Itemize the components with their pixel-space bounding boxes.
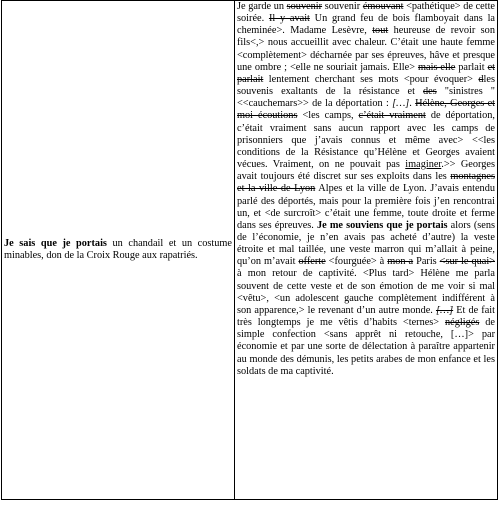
text-run: alors (sens de l’économie, je n’en avais pas acheté d’autre) la veste étroite et mal taillée, une veste marron qui m’allait à peine, qu’on m’avait [237, 219, 495, 268]
text-run: Un grand feu de bois flamboyait dans la cheminée>. Madame Lesèvre, [237, 13, 495, 37]
struck-text: des [423, 86, 437, 98]
struck-text: Il y avait [268, 13, 310, 25]
text-run: parlait [455, 61, 488, 73]
struck-text: […] [435, 304, 454, 316]
text-run: Paris [413, 256, 440, 268]
underlined-text: imaginer [405, 159, 442, 171]
text-run: […] [392, 98, 410, 110]
text-run: "sinistres " <<cauchemars>> de la déportation : [237, 86, 495, 110]
struck-text: Hélène, Georges et moi écoutions [237, 98, 495, 122]
struck-text: <sur le quai> [439, 256, 495, 268]
table-row [2, 1, 498, 500]
struck-text: montagnes et la ville de Lyon [237, 171, 495, 195]
text-run: Et de fait très longtemps je me vêtis d’habits <ternes> [237, 304, 495, 329]
text-run: de simple confection <sans apprêt ni retouche, […]> par économie et par une sorte de délectation à paraître appartenir au monde des démunis, les petits arabes de mon enfance et les soldats de ma captivité. [237, 317, 495, 377]
text-run: . [409, 98, 416, 110]
text-run: à mon retour de captivité. <Plus tard> Hélène me parla souvent de cette veste et de son émotion de me voir si mal <vêtu>, <un adolescent gauche complètement indifférent à son apparence,> le revenant d’un autre monde. [237, 268, 495, 316]
struck-text: tout [372, 25, 389, 37]
bold-text: Je me souviens que je portais [316, 219, 448, 231]
struck-text: mon a [387, 256, 414, 268]
struck-text: offerte [298, 256, 326, 268]
text-run: souvenir [322, 1, 363, 12]
text-run: <les camps, [297, 110, 359, 122]
struck-text: et parlait [237, 61, 495, 85]
left-cell [2, 1, 235, 500]
struck-text: émouvant [362, 1, 404, 12]
text-run: lentement cherchant ses mots <pour évoquer> [263, 73, 479, 85]
text-run: de déportation, c’était vraiment sans aucun rapport avec les camps de prisonniers que j’avais connus et même avec> <<les conditions de la Résistance qu’Hélène et Georges avaient vécues. Vraiment, on ne pouvait pas [237, 110, 495, 171]
struck-text: négligés [445, 317, 480, 329]
manuscript-comparison-table [1, 0, 498, 500]
left-bold-lead: Je sais que je portais [4, 237, 107, 249]
struck-text: souvenir [286, 1, 323, 12]
text-run: <fourguée> à [325, 256, 388, 268]
struck-text: mais elle [418, 61, 456, 73]
struck-text: d [478, 73, 484, 85]
struck-text: c’était vraiment [358, 110, 426, 122]
text-run: les souvenis exaltants de la résistance et [237, 73, 495, 98]
left-text: un chandail et un costume minables, don de la Croix Rouge aux rapatriés. [4, 237, 232, 261]
text-run: Je garde un [237, 1, 287, 12]
right-cell [235, 1, 498, 500]
text-run: heureuse de revoir son fils<,> nous accueillit avec chaleur. C’était une haute femme <complètement> décharnée par ses épreuves, hâve et presque une ombre ; <elle ne souriait jamais. Elle> [237, 25, 495, 73]
text-run: .>> Georges avait toujours été discret sur ses exploits dans les [237, 159, 495, 183]
text-run: Alpes et la ville de Lyon. J’avais entendu parlé des déportés, mais pour la première fois j’en rencontrai un, et <de surcroît> c’était une femme, toute droite et ferme dans ses épreuves. [237, 183, 495, 231]
right-cell-text [237, 1, 495, 377]
text-run: <pathétique> de cette soirée. [237, 1, 496, 25]
